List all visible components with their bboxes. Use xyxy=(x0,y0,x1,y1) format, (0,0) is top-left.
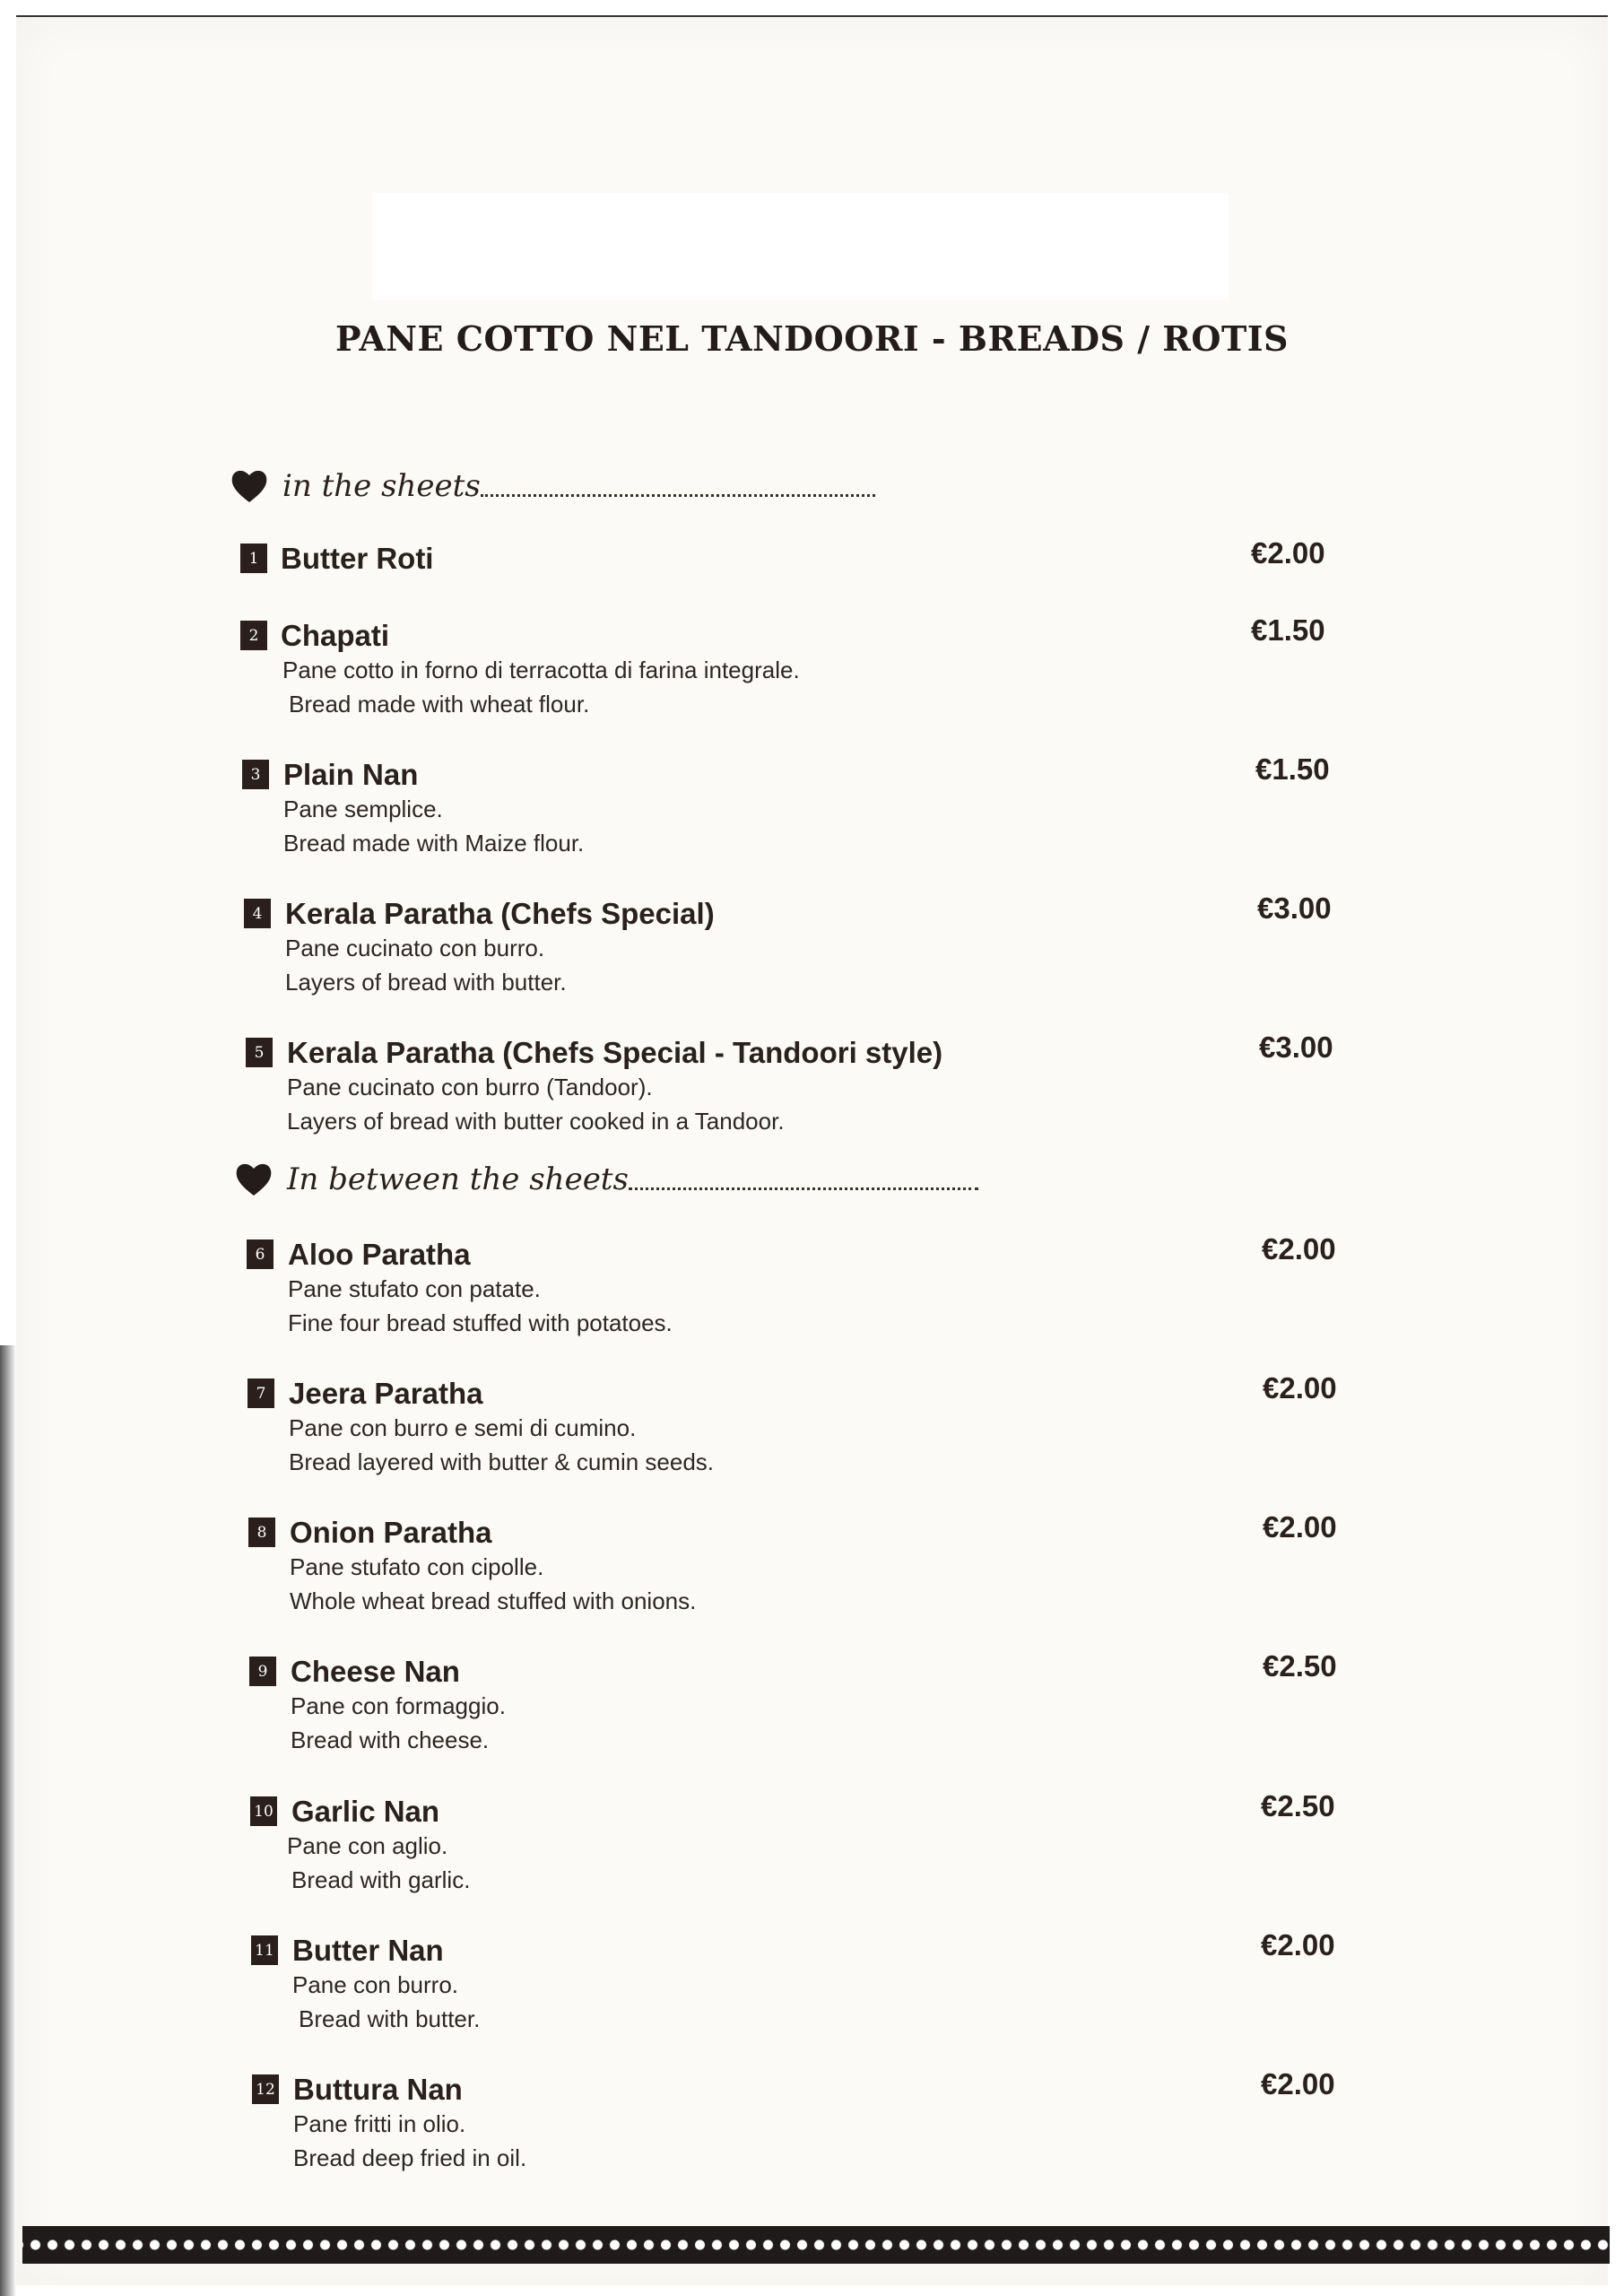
item-price: €1.50 xyxy=(1255,752,1330,786)
item-number: 11 xyxy=(251,1935,278,1965)
item-description-it: Pane stufato con cipolle. xyxy=(290,1553,544,1580)
item-price: €2.00 xyxy=(1251,536,1325,570)
item-description-en: Bread with butter. xyxy=(299,2005,481,2032)
item-name: Aloo Paratha xyxy=(288,1238,471,1271)
item-description-it: Pane con aglio. xyxy=(287,1832,448,1859)
heart-icon xyxy=(233,1160,274,1197)
item-name: Cheese Nan xyxy=(291,1655,460,1688)
item-number: 12 xyxy=(252,2074,279,2104)
item-name: Kerala Paratha (Chefs Special - Tandoori style) xyxy=(287,1036,943,1069)
item-description-it: Pane semplice. xyxy=(283,796,443,822)
heart-icon xyxy=(229,466,270,504)
page-top-border xyxy=(16,15,1608,17)
item-description-it: Pane cucinato con burro. xyxy=(285,935,545,961)
page-title: PANE COTTO NEL TANDOORI - BREADS / ROTIS xyxy=(335,318,1289,359)
item-price: €2.50 xyxy=(1263,1649,1337,1683)
item-number: 4 xyxy=(244,899,271,928)
item-number: 5 xyxy=(246,1038,273,1067)
item-name: Buttura Nan xyxy=(293,2073,463,2106)
item-name: Jeera Paratha xyxy=(289,1377,483,1410)
item-number: 9 xyxy=(249,1657,276,1686)
item-description-en: Bread layered with butter & cumin seeds. xyxy=(289,1448,715,1475)
page-shadow-edge xyxy=(0,1345,16,2296)
item-name: Onion Paratha xyxy=(290,1516,492,1549)
decorative-dotted-border xyxy=(22,2226,1610,2264)
item-price: €2.00 xyxy=(1263,1510,1337,1544)
item-price: €2.00 xyxy=(1261,2067,1335,2100)
item-price: €1.50 xyxy=(1251,613,1325,647)
item-price: €2.00 xyxy=(1263,1371,1337,1405)
item-price: €3.00 xyxy=(1257,891,1332,925)
item-description-en: Bread with cheese. xyxy=(291,1726,490,1753)
item-description-it: Pane stufato con patate. xyxy=(288,1275,541,1302)
item-price: €3.00 xyxy=(1259,1031,1333,1064)
item-description-en: Layers of bread with butter. xyxy=(285,969,567,996)
dotted-leader xyxy=(481,493,875,497)
section-title: In between the sheets xyxy=(287,1161,629,1197)
item-description-en: Whole wheat bread stuffed with onions. xyxy=(290,1587,697,1614)
item-number: 1 xyxy=(240,544,267,573)
item-name: Plain Nan xyxy=(283,758,419,791)
item-description-en: Bread made with wheat flour. xyxy=(289,691,590,718)
dotted-leader xyxy=(629,1187,978,1190)
item-description-en: Bread with garlic. xyxy=(291,1866,471,1893)
item-description-it: Pane con burro e semi di cumino. xyxy=(289,1414,637,1441)
section-header xyxy=(233,1160,978,1197)
item-price: €2.00 xyxy=(1261,1928,1335,1961)
item-number: 7 xyxy=(248,1378,274,1408)
item-name: Kerala Paratha (Chefs Special) xyxy=(285,897,715,930)
item-description-en: Fine four bread stuffed with potatoes. xyxy=(288,1309,673,1336)
item-number: 10 xyxy=(250,1796,277,1826)
section-title: in the sheets xyxy=(282,468,481,504)
item-name: Chapati xyxy=(281,619,390,652)
item-number: 6 xyxy=(247,1239,274,1269)
item-description-it: Pane cucinato con burro (Tandoor). xyxy=(287,1074,653,1100)
item-price: €2.50 xyxy=(1261,1789,1335,1822)
item-name: Garlic Nan xyxy=(291,1795,440,1828)
item-description-en: Bread made with Maize flour. xyxy=(283,830,585,857)
item-description-en: Bread deep fried in oil. xyxy=(293,2144,527,2171)
item-name: Butter Roti xyxy=(281,542,434,575)
item-description-it: Pane fritti in olio. xyxy=(293,2110,466,2137)
item-description-it: Pane con formaggio. xyxy=(291,1692,506,1719)
item-description-it: Pane cotto in forno di terracotta di farina integrale. xyxy=(282,657,800,683)
item-description-it: Pane con burro. xyxy=(292,1971,459,1998)
section-header xyxy=(229,466,875,504)
blank-header-area xyxy=(372,193,1229,300)
item-number: 8 xyxy=(248,1518,275,1547)
item-description-en: Layers of bread with butter cooked in a Tandoor. xyxy=(287,1108,785,1135)
item-name: Butter Nan xyxy=(292,1934,444,1967)
item-number: 2 xyxy=(240,621,267,650)
item-number: 3 xyxy=(242,760,269,789)
item-price: €2.00 xyxy=(1262,1232,1336,1265)
